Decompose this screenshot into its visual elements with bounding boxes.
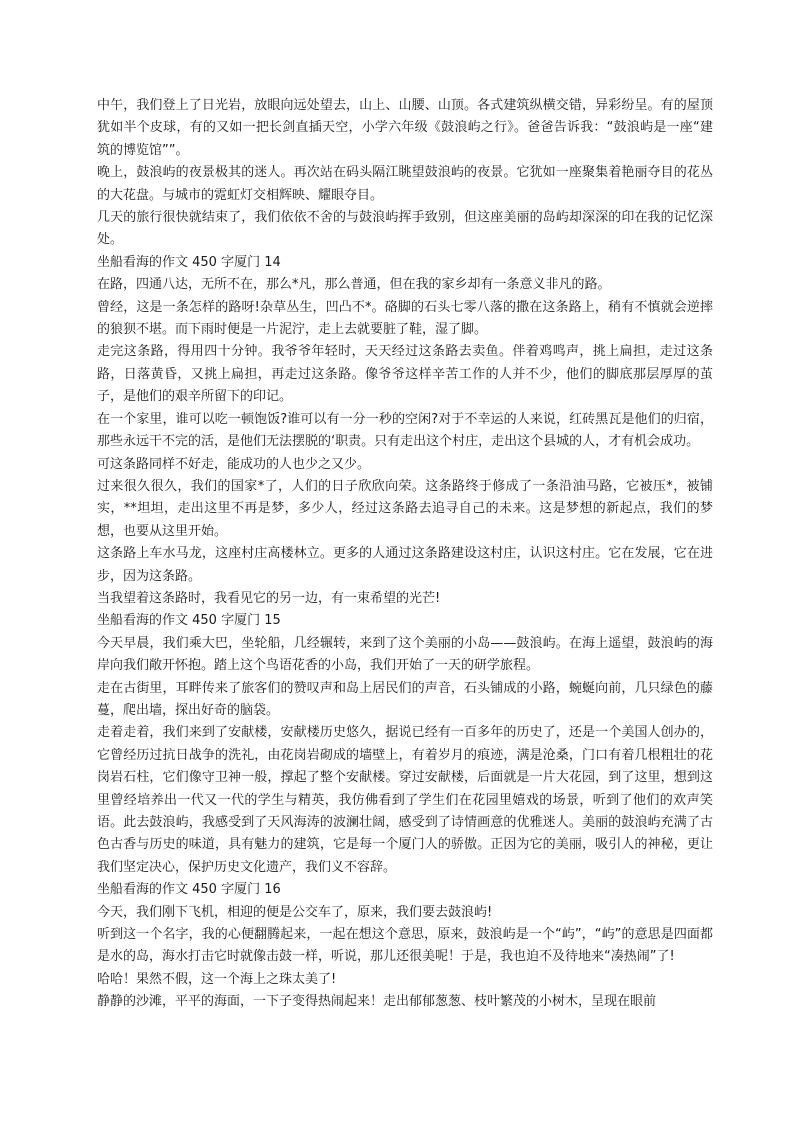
paragraph: 哈哈！果然不假，这一个海上之珠太美了! [97,971,337,987]
section-heading: 坐船看海的作文 450 字厦门 15 [97,613,281,629]
paragraph: 可这条路同样不好走，能成功的人也少之又少。 [97,456,371,472]
paragraph: 今天，我们刚下飞机，相迎的便是公交车了，原来，我们要去鼓浪屿! [97,904,493,920]
paragraph: 走在古街里，耳畔传来了旅客们的赞叹声和岛上居民们的声音，石头铺成的小路，蜿蜒向前，几只绿色的藤蔓，爬出墙，探出好奇的脑袋。 [97,680,713,718]
paragraph: 中午，我们登上了日光岩，放眼向远处望去，山上、山腰、山顶。各式建筑纵横交错，异彩纷呈。有的屋顶犹如半个皮球，有的又如一把长剑直插天空，小学六年级《鼓浪屿之行》。爸爸告诉我：“鼓浪屿是一座“建筑的博览馆””。 [97,98,713,158]
paragraph: 听到这一个名字，我的心便翻腾起来，一起在想这个意思，原来，鼓浪屿是一个“屿”，“屿”的意思是四面都是水的岛，海水打击它时就像击鼓一样，听说，那儿还很美呢！于是，我也迫不及待地来“凑热闹”了! [97,927,713,965]
paragraph: 当我望着这条路时，我看见它的另一边，有一束希望的光芒! [97,590,441,606]
section-heading: 坐船看海的作文 450 字厦门 14 [97,254,281,270]
paragraph: 过来很久很久，我们的国家*了，人们的日子欣欣向荣。这条路终于修成了一条沿油马路，它被压*，被铺实，**坦坦，走出这里不再是梦，多少人，经过这条路去追寻自己的未来。这是梦想的新起点，我们的梦想，也要从这里开始。 [97,478,713,539]
paragraph: 晚上，鼓浪屿的夜景极其的迷人。再次站在码头隔江眺望鼓浪屿的夜景。它犹如一座聚集着艳丽夺目的花丛的大花盘。与城市的霓虹灯交相辉映、耀眼夺目。 [97,165,713,203]
document-body [97,95,713,1014]
paragraph: 曾经，这是一条怎样的路呀!杂草丛生，凹凸不*。硌脚的石头七零八落的撒在这条路上，稍有不慎就会逆摔的狼狈不堪。而下雨时便是一片泥泞，走上去就要脏了鞋，湿了脚。 [97,299,713,338]
paragraph: 今天早晨，我们乘大巴，坐轮船，几经辗转，来到了这个美丽的小岛——鼓浪屿。在海上遥望，鼓浪屿的海岸向我们敞开怀抱。踏上这个鸟语花香的小岛，我们开始了一天的研学旅程。 [97,635,713,674]
paragraph: 静静的沙滩，平平的海面，一下子变得热闹起来！走出郁郁葱葱、枝叶繁茂的小树木，呈现在眼前 [97,994,657,1010]
paragraph: 在一个家里，谁可以吃一顿饱饭?谁可以有一分一秒的空闲?对于不幸运的人来说，红砖黑瓦是他们的归宿，那些永远干不完的活，是他们无法摆脱的‘职责。只有走出这个村庄，走出这个县城的人，才有机会成功。 [97,411,713,450]
paragraph: 走完这条路，得用四十分钟。我爷爷年轻时，天天经过这条路去卖鱼。伴着鸡鸣声，挑上扁担，走过这条路，日落黄昏，又挑上扁担，再走过这条路。像爷爷这样辛苦工作的人并不少，他们的脚底那层厚厚的茧子，是他们的艰辛所留下的印记。 [97,344,713,405]
paragraph: 在路，四通八达，无所不在，那么*凡，那么普通，但在我的家乡却有一条意义非凡的路。 [97,277,611,293]
section-heading: 坐船看海的作文 450 字厦门 16 [97,882,281,898]
paragraph: 这条路上车水马龙，这座村庄高楼林立。更多的人通过这条路建设这村庄，认识这村庄。它在发展，它在进步，因为这条路。 [97,546,713,584]
paragraph: 走着走着，我们来到了安献楼，安献楼历史悠久，据说已经有一百多年的历史了，还是一个美国人创办的，它曾经历过抗日战争的洗礼，由花岗岩砌成的墙壁上，有着岁月的痕迹，满是沧桑，门口有着几根粗壮的花岗岩石柱，它们像守卫神一般，撑起了整个安献楼。穿过安献楼，后面就是一片大花园，到了这里，想到这里曾经培养出一代又一代的学生与精英，我仿佛看到了学生们在花园里嬉戏的场景，听到了他们的欢声笑语。此去鼓浪屿，我感受到了天风海涛的波澜壮阔，感受到了诗情画意的优雅迷人。美丽的鼓浪屿充满了古色古香与历史的味道，具有魅力的建筑，它是每一个厦门人的骄傲。正因为它的美丽，吸引人的神秘，更让我们坚定决心，保护历史文化遗产，我们义不容辞。 [97,725,713,875]
paragraph: 几天的旅行很快就结束了，我们依依不舍的与鼓浪屿挥手致别，但这座美丽的岛屿却深深的印在我的记忆深处。 [97,210,713,248]
